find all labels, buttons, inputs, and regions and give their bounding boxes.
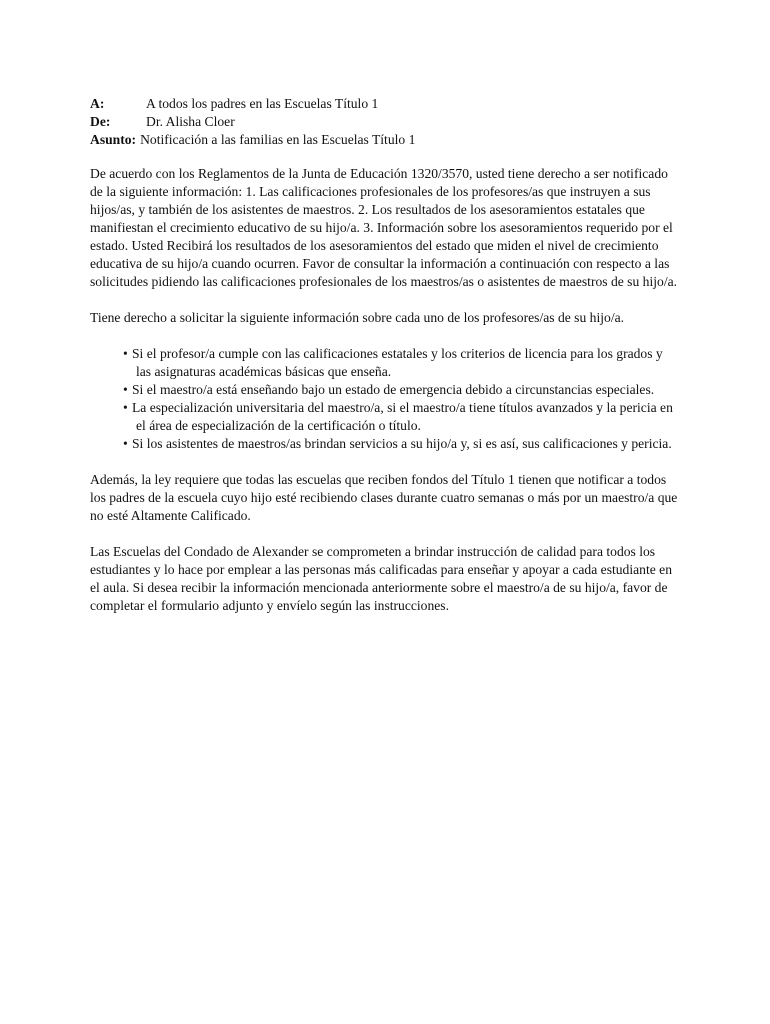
- memo-to-row: [90, 95, 690, 113]
- list-item-text: Si el profesor/a cumple con las calificaciones estatales y los criterios de licencia para los grados y las asignaturas académicas básicas que enseña.: [132, 346, 663, 379]
- list-item: [112, 381, 680, 399]
- list-item: [112, 345, 680, 381]
- memo-from-value: Dr. Alisha Cloer: [146, 114, 235, 129]
- info-bullet-list: [90, 345, 680, 453]
- memo-to-value: A todos los padres en las Escuelas Título 1: [146, 96, 379, 111]
- memo-subject-row: [90, 131, 690, 149]
- paragraph-law-requirement: Además, la ley requiere que todas las escuelas que reciben fondos del Título 1 tienen que notificar a todos los padres de la escuela cuyo hijo esté recibiendo clases durante cuatro semanas o más por un maestro/a que no esté Altamente Calificado.: [90, 472, 678, 523]
- memo-header: [90, 95, 690, 149]
- paragraph-rights-notice: De acuerdo con los Reglamentos de la Junta de Educación 1320/3570, usted tiene derecho a ser notificado de la siguiente información: 1. Las calificaciones profesionales de los profesores/as que instruyen a sus hijos/as, y también de los asistentes de maestros. 2. Los resultados de los asesoramientos estatales que manifiestan el crecimiento educativo de su hijo/a. 3. Información sobre los asesoramientos requerido por el estado. Usted Recibirá los resultados de los asesoramientos del estado que miden el nivel de crecimiento educativa de su hijo/a cuando ocurren. Favor de consultar la información a continuación con respecto a las solicitudes pidiendo las calificaciones profesionales de los maestros/as o asistentes de maestros de su hijo/a.: [90, 166, 678, 289]
- list-item-text: La especialización universitaria del maestro/a, si el maestro/a tiene títulos avanzados y la pericia en el área de especialización de la certificación o título.: [132, 400, 673, 433]
- paragraph-request-info: Tiene derecho a solicitar la siguiente información sobre cada uno de los profesores/as de su hijo/a.: [90, 310, 625, 325]
- memo-from-row: [90, 113, 690, 131]
- memo-subject-value: Notificación a las familias en las Escuelas Título 1: [140, 132, 416, 147]
- list-item-text: Si el maestro/a está enseñando bajo un estado de emergencia debido a circunstancias especiales.: [132, 382, 655, 397]
- bullet-icon: •: [123, 382, 128, 397]
- memo-subject-label: Asunto:: [90, 132, 137, 147]
- list-item: [112, 435, 680, 453]
- bullet-icon: •: [123, 400, 128, 415]
- bullet-icon: •: [123, 346, 128, 361]
- letter-body: [90, 165, 680, 633]
- list-item-text: Si los asistentes de maestros/as brindan servicios a su hijo/a y, si es así, sus calificaciones y pericia.: [132, 436, 672, 451]
- paragraph-district-commitment: Las Escuelas del Condado de Alexander se comprometen a brindar instrucción de calidad para todos los estudiantes y lo hace por emplear a las personas más calificadas para enseñar y apoyar a cada estudiante en el aula. Si desea recibir la información mencionada anteriormente sobre el maestro/a de su hijo/a, favor de completar el formulario adjunto y envíelo según las instrucciones.: [90, 544, 673, 613]
- memo-from-label: De:: [90, 114, 111, 129]
- bullet-icon: •: [123, 436, 128, 451]
- list-item: [112, 399, 680, 435]
- memo-to-label: A:: [90, 96, 105, 111]
